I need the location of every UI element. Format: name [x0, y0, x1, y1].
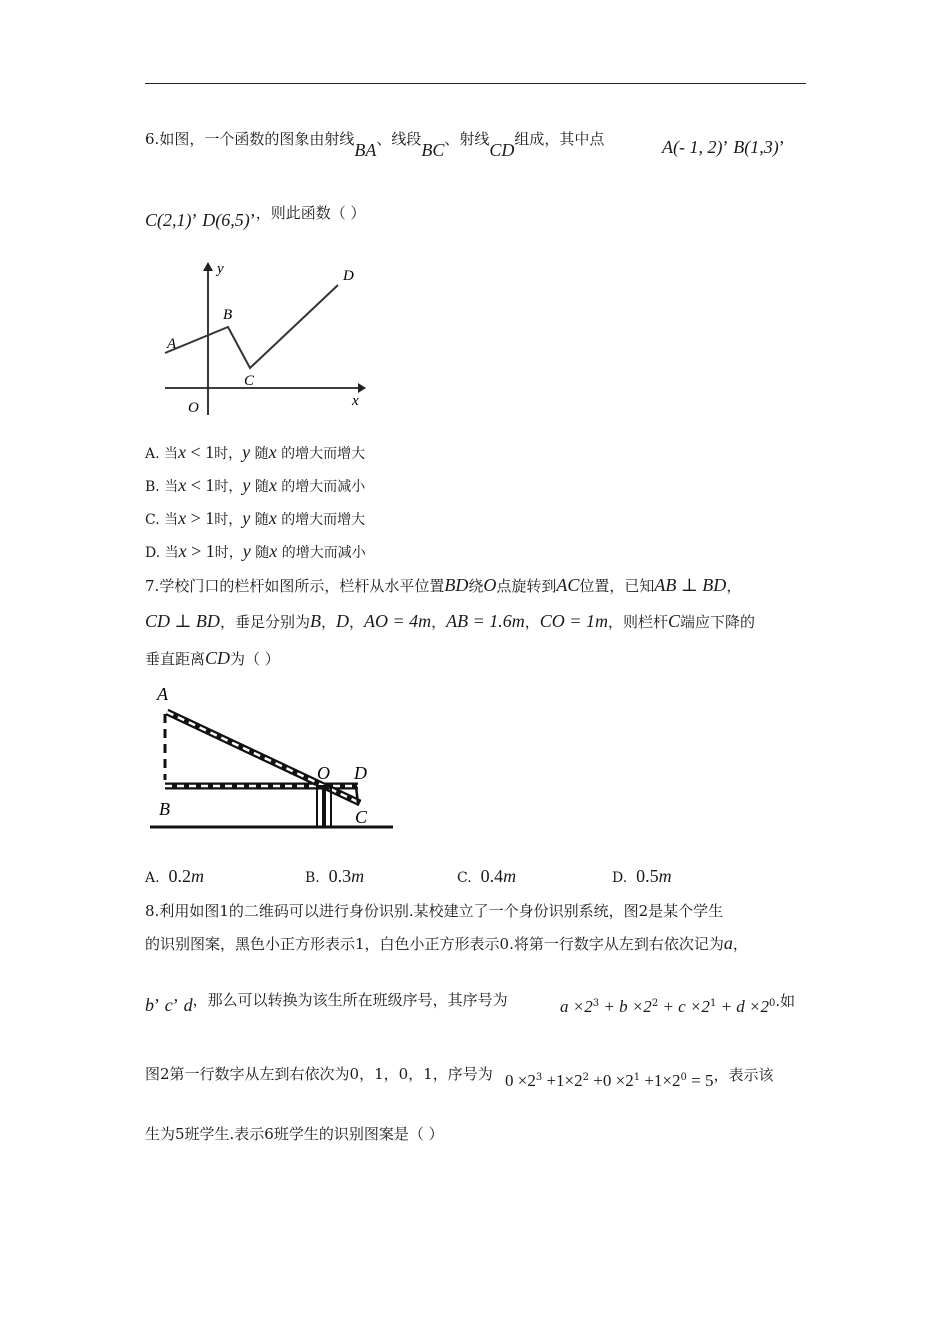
label-b: B — [223, 307, 233, 323]
label-o: O — [317, 763, 330, 783]
post-left — [317, 786, 323, 827]
y-axis-arrow-icon — [203, 262, 213, 271]
label-a: A — [167, 336, 177, 352]
q6-function-graph — [160, 255, 375, 420]
q7-option-b[interactable]: B. 0.3m — [305, 866, 365, 886]
q7-option-d[interactable]: D. 0.5m — [612, 866, 672, 886]
q6-option-d[interactable]: D. 当x > 1时，y 随x 的增大而减小 — [145, 541, 366, 561]
point-d: D(6,5) — [202, 210, 250, 230]
q8-line-3: b’ c’ d，那么可以转换为该生所在班级序号，其序号为 — [145, 991, 508, 1015]
label-b: B — [159, 799, 170, 819]
top-rule — [145, 83, 806, 84]
x-axis-label: x — [352, 393, 359, 409]
q7-barrier-figure — [145, 680, 400, 835]
label-d: D — [343, 268, 354, 284]
q8-formula: $a \times 2^3 + b \times 2^2 + c \times 2^1 + d \times 2^0$.如 — [560, 992, 796, 1016]
q6-points-ab: A(- 1, 2)’ B(1,3)’ — [662, 137, 785, 157]
q8-line-2: 的识别图案，黑色小正方形表示1，白色小正方形表示0.将第一行数字从左到右依次记为a， — [145, 933, 748, 953]
q8-example: $0 \times 2^3 +1\times 2^2 +0 \times 2^1 +1\times 2^0 = 5$，表示该 — [505, 1066, 774, 1090]
q6-option-a[interactable]: A. 当x < 1时，y 随x 的增大而增大 — [145, 442, 366, 462]
segment-bc: BC — [421, 140, 445, 160]
origin-label: O — [188, 400, 199, 416]
q6-option-c[interactable]: C. 当x > 1时，y 随x 的增大而增大 — [145, 508, 366, 528]
label-c: C — [244, 373, 255, 389]
q8-number: 8. — [145, 902, 160, 920]
q8-line-5: 生为5班学生.表示6班学生的识别图案是（ ） — [145, 1125, 444, 1143]
q6-option-b[interactable]: B. 当x < 1时，y 随x 的增大而减小 — [145, 475, 366, 495]
point-c: C(2,1) — [145, 210, 192, 230]
q6-line-1: 6.如图，一个函数的图象由射线BA、线段BC、射线CD组成，其中点 — [145, 130, 605, 160]
function-polyline — [165, 285, 338, 368]
q8-line-4: 图2第一行数字从左到右依次为0，1，0，1，序号为 — [145, 1065, 493, 1083]
y-axis-label: y — [217, 261, 224, 277]
label-a: A — [157, 684, 168, 704]
x-axis-arrow-icon — [358, 383, 366, 393]
q8-line-1: 8.利用如图1的二维码可以进行身份识别.某校建立了一个身份识别系统，图2是某个学生 — [145, 902, 724, 920]
label-c: C — [355, 807, 368, 827]
label-d: D — [354, 763, 367, 783]
q6-line-2: C(2,1)’ D(6,5)’，则此函数（ ） — [145, 204, 366, 230]
q7-option-c[interactable]: C. 0.4m — [457, 866, 517, 886]
q7-line-1: 7.学校门口的栏杆如图所示，栏杆从水平位置BD绕O点旋转到AC位置，已知AB ⊥ BD， — [145, 575, 742, 595]
ray-ba: BA — [354, 140, 377, 160]
q7-option-a[interactable]: A. 0.2m — [145, 866, 204, 886]
point-b: B(1,3) — [733, 137, 779, 157]
q7-line-2: CD ⊥ BD，垂足分别为B，D，AO = 4m，AB = 1.6m，CO = 1m，则栏杆C端应下降的 — [145, 611, 755, 631]
q7-number: 7. — [145, 577, 160, 595]
point-a: A(- 1, 2) — [662, 137, 723, 157]
ray-cd: CD — [489, 140, 515, 160]
q7-line-3: 垂直距离CD为（ ） — [145, 648, 280, 668]
q6-number: 6. — [145, 130, 160, 148]
post-right — [325, 786, 331, 827]
